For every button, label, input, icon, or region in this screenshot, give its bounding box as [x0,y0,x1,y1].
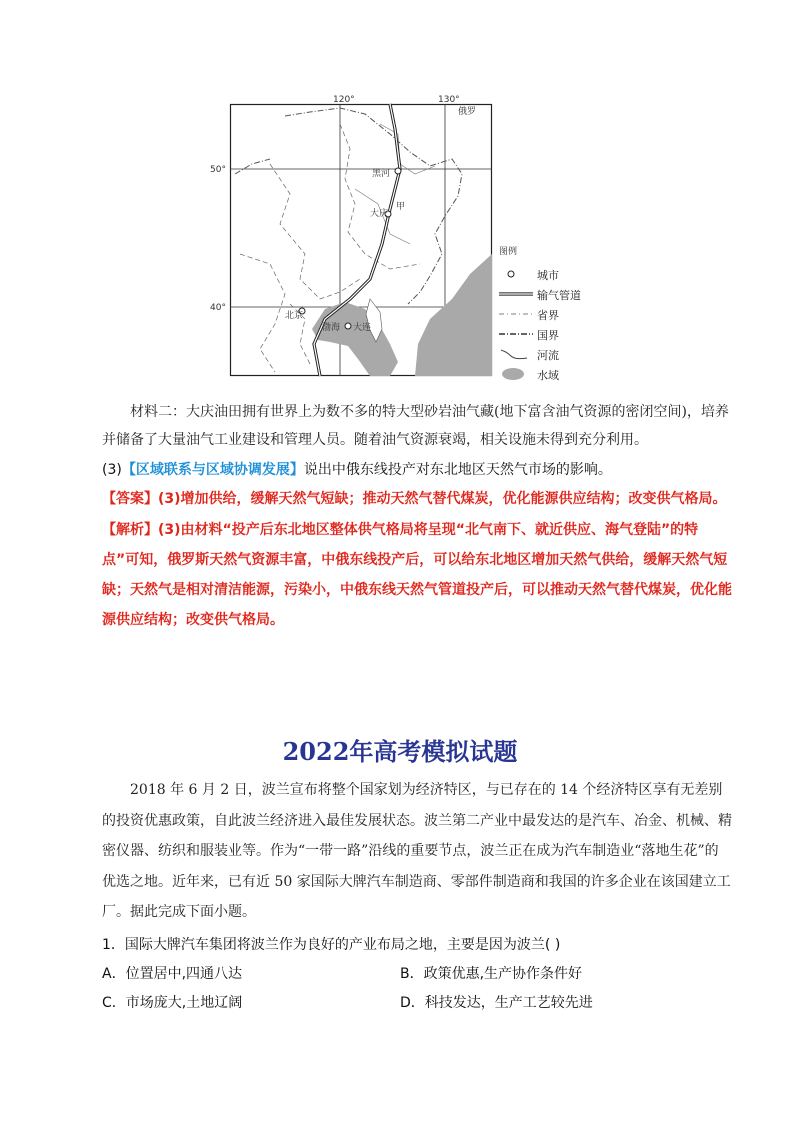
option-d[interactable]: D．科技发达，生产工艺较先进 [400,995,593,1011]
legend-label: 国界 [537,329,559,342]
option-b[interactable]: B．政策优惠,生产协作条件好 [400,966,583,982]
legend-label: 河流 [537,349,559,362]
answer-text: (3)增加供给，缓解天然气短缺；推动天然气替代煤炭，优化能源供应结构；改变供气格局。 [158,491,727,507]
city-heihe [395,168,401,174]
city-dalian [345,323,351,329]
legend-label: 水域 [537,369,559,382]
legend-row-city [497,266,592,284]
legend-row-province [497,306,592,324]
label-beijing: 北京 [285,311,304,321]
label-corner: 俄罗 [458,107,477,117]
city-symbol-icon [497,266,533,282]
label-jia: 甲 [396,202,406,212]
lon-label-130: 130° [438,95,460,105]
legend-title: 图例 [499,247,518,257]
label-bohai: 渤海 [322,323,341,333]
province-boundary-icon [497,306,533,322]
label-heihe: 黑河 [372,169,391,179]
question-three [102,456,732,484]
option-c[interactable]: C．市场庞大,土地辽阔 [102,995,243,1011]
analysis-label: 【解析】 [102,522,158,538]
question-one-stem: 1．国际大牌汽车集团将波兰作为良好的产业布局之地，主要是因为波兰( ) [102,937,561,953]
legend-row-pipeline [497,286,592,304]
answer-label: 【答案】 [102,491,158,507]
map-legend [497,244,587,384]
question-text: 说出中俄东线投产对东北地区天然气市场的影响。 [303,462,612,478]
legend-row-water [497,366,592,384]
water-symbol-icon [497,366,533,382]
map-figure [210,95,492,376]
legend-label: 城市 [537,269,559,282]
legend-label: 省界 [537,309,559,322]
analysis-text: (3)由材料“投产后东北地区整体供气格局将呈现“北气南下、就近供应、海气登陆”的特点”可知，俄罗斯天然气资源丰富，中俄东线投产后，可以给东北地区增加天然气供给，缓解天然气短缺；天然气是相对清洁能源，污染小，中俄东线天然气管道投产后，可以推动天然气替代煤炭，优化能源供应结构；改变供气格局。 [102,522,732,628]
legend-label: 输气管道 [537,289,581,302]
lon-label-120: 120° [333,95,355,105]
river-symbol-icon [497,346,533,362]
label-dalian: 大连 [353,323,372,333]
question-tag: 【区域联系与区域协调发展】 [121,462,304,478]
label-daqing: 大庆 [370,209,389,219]
answer-block [102,485,732,513]
lat-label-50: 50° [210,165,226,175]
pipeline-symbol-icon [497,286,533,302]
national-boundary-icon [497,326,533,342]
map-svg [210,95,492,376]
intro-paragraph: 2018 年 6 月 2 日，波兰宣布将整个国家划为经济特区，与已存在的 14 个经济特区享有无差别的投资优惠政策，自此波兰经济进入最佳发展状态。波兰第二产业中最发达的是汽车、冶金、机械、精密仪器、纺织和服装业等。作为“一带一路”沿线的重要节点，波兰正在成为汽车制造业“落地生花”的优选之地。近年来，已有近 50 家国际大牌汽车制造商、零部件制造商和我国的许多企业在该国建立工厂。据此完成下面小题。 [102,782,732,920]
question-number: (3) [102,462,122,478]
option-a[interactable]: A．位置居中,四通八达 [102,966,243,982]
analysis-block [102,515,732,635]
section-title: 2022年高考模拟试题 [282,737,518,766]
legend-row-national [497,326,592,344]
legend-row-river [497,346,592,364]
lat-label-40: 40° [210,303,226,313]
material-two: 材料二：大庆油田拥有世界上为数不多的特大型砂岩油气藏(地下富含油气资源的密闭空间)，培养并储备了大量油气工业建设和管理人员。随着油气资源衰竭，相关设施未得到充分利用。 [102,404,729,448]
